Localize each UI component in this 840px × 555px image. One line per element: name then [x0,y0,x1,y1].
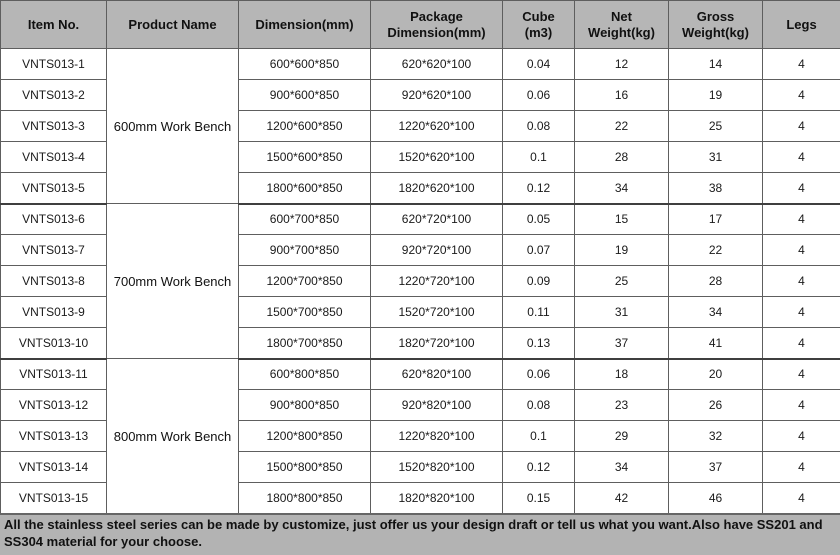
package-dimension-cell: 620*720*100 [371,204,503,235]
package-dimension-cell: 920*820*100 [371,390,503,421]
column-header-label: Gross [696,8,735,24]
net-weight-cell: 42 [575,483,669,514]
column-header [1,1,107,49]
item-number-cell: VNTS013-13 [1,421,107,452]
net-weight-cell: 31 [575,297,669,328]
cube-cell: 0.06 [503,80,575,111]
column-header-label: Package [410,8,463,24]
package-dimension-cell: 1820*620*100 [371,173,503,204]
dimension-cell: 600*800*850 [239,359,371,390]
package-dimension-cell: 920*620*100 [371,80,503,111]
dimension-cell: 1500*800*850 [239,452,371,483]
dimension-cell: 1500*700*850 [239,297,371,328]
legs-cell: 4 [763,390,840,421]
column-header-label: Cube [522,8,555,24]
table-row [1,359,840,390]
product-name-cell: 700mm Work Bench [107,204,239,359]
gross-weight-cell: 14 [669,49,763,80]
item-number-cell: VNTS013-12 [1,390,107,421]
gross-weight-cell: 41 [669,328,763,359]
net-weight-cell: 12 [575,49,669,80]
gross-weight-cell: 34 [669,297,763,328]
cube-cell: 0.09 [503,266,575,297]
gross-weight-cell: 38 [669,173,763,204]
net-weight-cell: 23 [575,390,669,421]
gross-weight-cell: 19 [669,80,763,111]
gross-weight-cell: 26 [669,390,763,421]
gross-weight-cell: 37 [669,452,763,483]
item-number-cell: VNTS013-11 [1,359,107,390]
column-header [763,1,840,49]
item-number-cell: VNTS013-3 [1,111,107,142]
item-number-cell: VNTS013-6 [1,204,107,235]
column-header [503,1,575,49]
package-dimension-cell: 1520*720*100 [371,297,503,328]
net-weight-cell: 19 [575,235,669,266]
legs-cell: 4 [763,173,840,204]
package-dimension-cell: 920*720*100 [371,235,503,266]
package-dimension-cell: 1220*620*100 [371,111,503,142]
header-row [1,1,840,49]
cube-cell: 0.1 [503,142,575,173]
item-number-cell: VNTS013-5 [1,173,107,204]
legs-cell: 4 [763,359,840,390]
gross-weight-cell: 25 [669,111,763,142]
dimension-cell: 1500*600*850 [239,142,371,173]
table-row [1,204,840,235]
gross-weight-cell: 32 [669,421,763,452]
legs-cell: 4 [763,328,840,359]
column-header [239,1,371,49]
net-weight-cell: 29 [575,421,669,452]
column-header-label: Weight(kg) [588,24,655,40]
item-number-cell: VNTS013-1 [1,49,107,80]
column-header [371,1,503,49]
footer-note: All the stainless steel series can be made by customize, just offer us your design draft or tell us what you want.Also have SS201 and SS304 material for your choose. [0,513,840,555]
cube-cell: 0.12 [503,173,575,204]
gross-weight-cell: 28 [669,266,763,297]
legs-cell: 4 [763,266,840,297]
gross-weight-cell: 46 [669,483,763,514]
item-number-cell: VNTS013-14 [1,452,107,483]
package-dimension-cell: 1820*820*100 [371,483,503,514]
legs-cell: 4 [763,204,840,235]
item-number-cell: VNTS013-4 [1,142,107,173]
column-header-label: Dimension(mm) [255,16,354,32]
cube-cell: 0.08 [503,390,575,421]
cube-cell: 0.08 [503,111,575,142]
item-number-cell: VNTS013-2 [1,80,107,111]
package-dimension-cell: 1220*820*100 [371,421,503,452]
package-dimension-cell: 620*620*100 [371,49,503,80]
package-dimension-cell: 1820*720*100 [371,328,503,359]
net-weight-cell: 18 [575,359,669,390]
package-dimension-cell: 1520*620*100 [371,142,503,173]
net-weight-cell: 34 [575,452,669,483]
dimension-cell: 900*800*850 [239,390,371,421]
column-header-label: Legs [786,16,817,32]
net-weight-cell: 15 [575,204,669,235]
cube-cell: 0.11 [503,297,575,328]
dimension-cell: 900*700*850 [239,235,371,266]
column-header-label: (m3) [524,24,553,40]
legs-cell: 4 [763,421,840,452]
cube-cell: 0.07 [503,235,575,266]
dimension-cell: 600*700*850 [239,204,371,235]
column-header-label: Dimension(mm) [387,24,486,40]
net-weight-cell: 28 [575,142,669,173]
legs-cell: 4 [763,49,840,80]
dimension-cell: 600*600*850 [239,49,371,80]
cube-cell: 0.15 [503,483,575,514]
legs-cell: 4 [763,111,840,142]
cube-cell: 0.1 [503,421,575,452]
table-row [1,49,840,80]
dimension-cell: 1800*600*850 [239,173,371,204]
gross-weight-cell: 31 [669,142,763,173]
product-name-cell: 600mm Work Bench [107,49,239,204]
net-weight-cell: 22 [575,111,669,142]
product-name-cell: 800mm Work Bench [107,359,239,514]
column-header-label: Product Name [128,16,217,32]
cube-cell: 0.04 [503,49,575,80]
table-header [1,1,840,49]
net-weight-cell: 34 [575,173,669,204]
cube-cell: 0.06 [503,359,575,390]
item-number-cell: VNTS013-9 [1,297,107,328]
column-header [669,1,763,49]
column-header [575,1,669,49]
cube-cell: 0.05 [503,204,575,235]
legs-cell: 4 [763,80,840,111]
cube-cell: 0.13 [503,328,575,359]
legs-cell: 4 [763,297,840,328]
net-weight-cell: 16 [575,80,669,111]
item-number-cell: VNTS013-8 [1,266,107,297]
column-header-label: Weight(kg) [682,24,749,40]
gross-weight-cell: 22 [669,235,763,266]
table-body [1,49,840,514]
legs-cell: 4 [763,142,840,173]
package-dimension-cell: 620*820*100 [371,359,503,390]
net-weight-cell: 37 [575,328,669,359]
column-header-label: Item No. [27,16,80,32]
legs-cell: 4 [763,483,840,514]
gross-weight-cell: 20 [669,359,763,390]
cube-cell: 0.12 [503,452,575,483]
column-header [107,1,239,49]
column-header-label: Net [611,8,632,24]
net-weight-cell: 25 [575,266,669,297]
dimension-cell: 1200*600*850 [239,111,371,142]
item-number-cell: VNTS013-15 [1,483,107,514]
legs-cell: 4 [763,235,840,266]
item-number-cell: VNTS013-10 [1,328,107,359]
dimension-cell: 1800*700*850 [239,328,371,359]
package-dimension-cell: 1520*820*100 [371,452,503,483]
dimension-cell: 1200*700*850 [239,266,371,297]
dimension-cell: 1200*800*850 [239,421,371,452]
dimension-cell: 1800*800*850 [239,483,371,514]
legs-cell: 4 [763,452,840,483]
gross-weight-cell: 17 [669,204,763,235]
package-dimension-cell: 1220*720*100 [371,266,503,297]
item-number-cell: VNTS013-7 [1,235,107,266]
dimension-cell: 900*600*850 [239,80,371,111]
